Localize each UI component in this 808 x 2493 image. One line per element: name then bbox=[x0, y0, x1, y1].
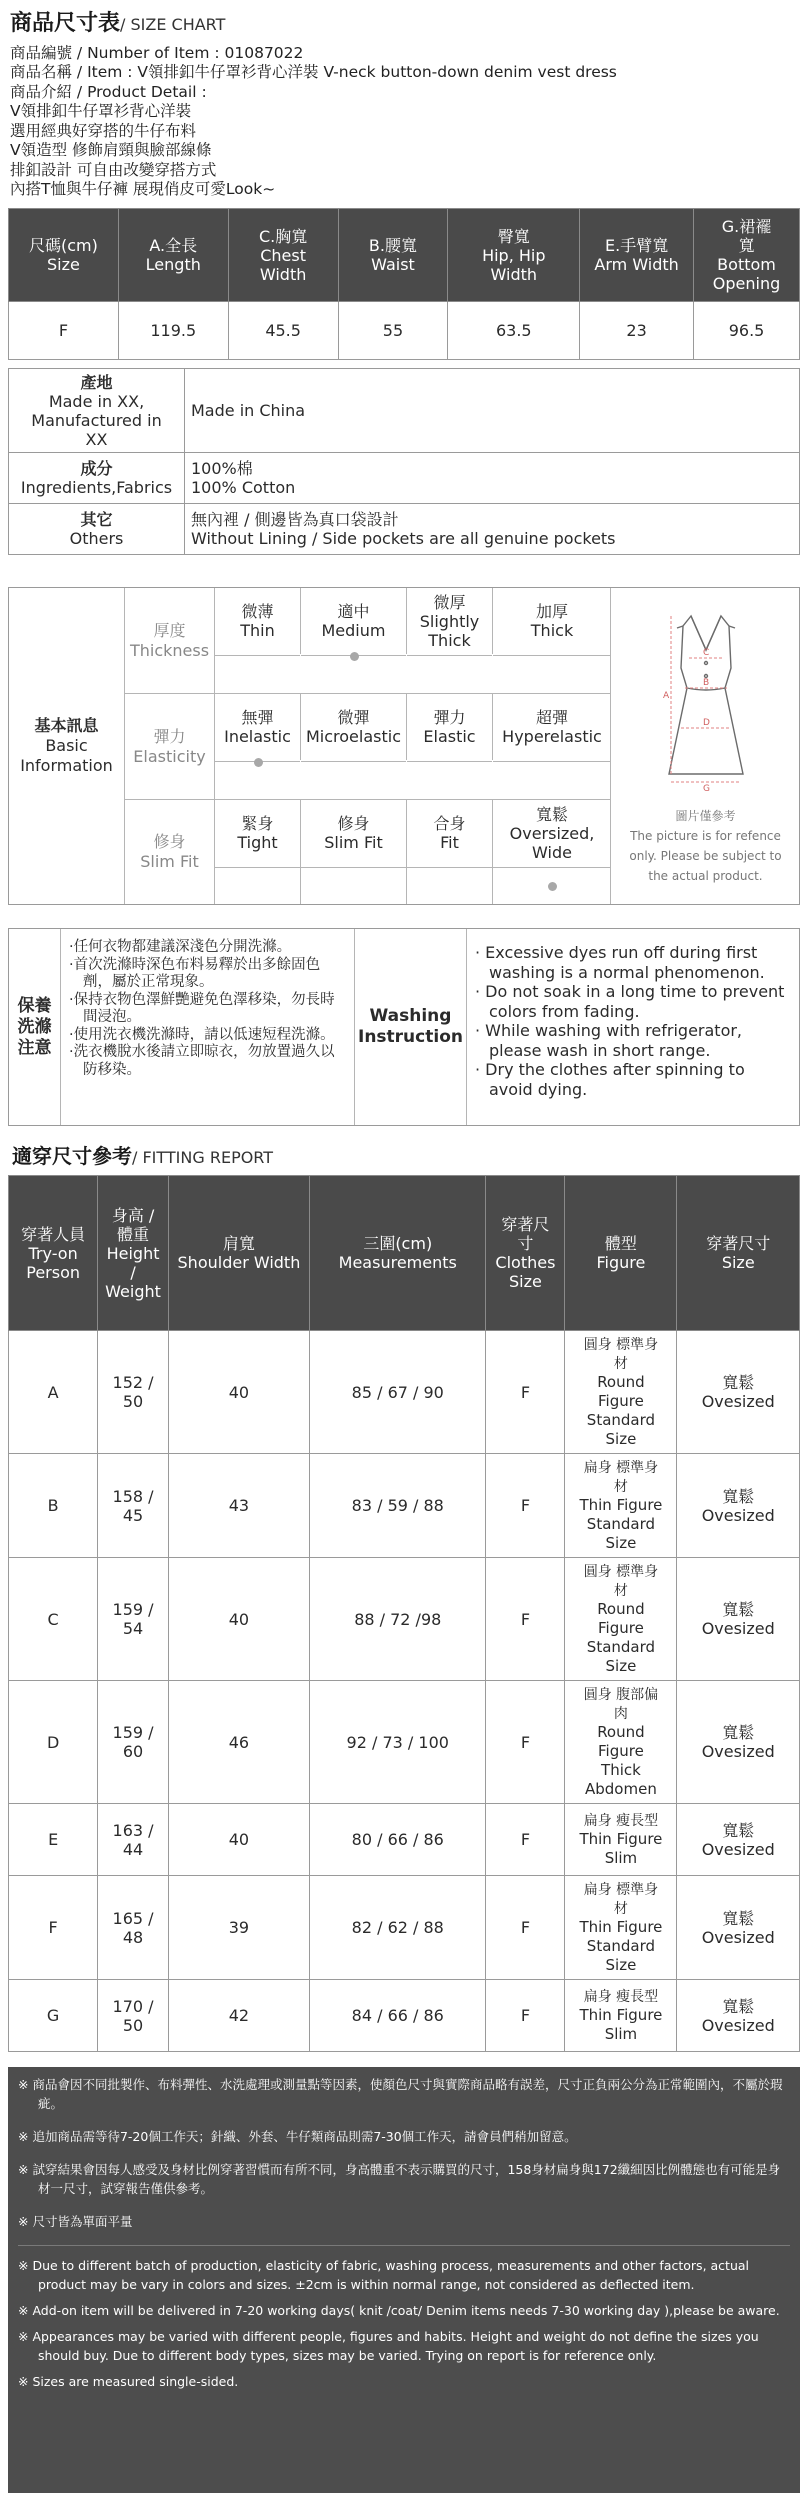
measurements-cell: 88 / 72 /98 bbox=[310, 1558, 486, 1681]
person-cell: B bbox=[9, 1454, 98, 1558]
diagram-letter-g: G bbox=[703, 784, 710, 794]
fit-option-oversized: 寬鬆 Oversized, Wide bbox=[493, 800, 611, 904]
size-header-waist: B.腰寬 Waist bbox=[338, 209, 448, 302]
thickness-option-thin: 微薄 Thin bbox=[215, 588, 301, 654]
table-row bbox=[9, 1331, 800, 1454]
info-line: 商品編號 / Number of Item : 01087022 bbox=[10, 43, 304, 62]
fit-cell: 寬鬆 Ovesized bbox=[677, 1876, 800, 1980]
figure-cell: 扁身 瘦長型 Thin Figure Slim bbox=[565, 1980, 677, 2052]
clothes-size-cell: F bbox=[486, 1558, 565, 1681]
size-cell: F bbox=[9, 302, 119, 360]
size-header-row bbox=[9, 209, 800, 302]
size-cell: 96.5 bbox=[694, 302, 800, 360]
washing-item: ·使用洗衣機洗滌時，請以低速短程洗滌。 bbox=[69, 1026, 335, 1043]
fit-header-measurements: 三圍(cm) Measurements bbox=[310, 1176, 486, 1331]
measurements-cell: 84 / 66 / 86 bbox=[310, 1980, 486, 2052]
measurements-cell: 83 / 59 / 88 bbox=[310, 1454, 486, 1558]
shoulder-cell: 39 bbox=[168, 1876, 309, 1980]
note-zh: ※ 商品會因不同批製作、布料彈性、水洗處理或測量點等因素，使顏色尺寸與實際商品略有誤差，尺寸正負兩公分為正常範圍內，不屬於瑕疵。 bbox=[18, 2077, 783, 2111]
height-weight-cell: 163 / 44 bbox=[98, 1804, 169, 1876]
info-line: 內搭T恤與牛仔褲 展現俏皮可愛Look~ bbox=[10, 180, 276, 198]
height-weight-cell: 158 / 45 bbox=[98, 1454, 169, 1558]
fit-option-tight: 緊身 Tight bbox=[215, 800, 301, 904]
shoulder-cell: 46 bbox=[168, 1681, 309, 1804]
dress-diagram bbox=[610, 588, 799, 904]
ingredients-row bbox=[9, 453, 800, 504]
figure-cell: 圓身 腹部偏 肉 Round Figure Thick Abdomen bbox=[565, 1681, 677, 1804]
shoulder-cell: 40 bbox=[168, 1331, 309, 1454]
washing-label-zh: 保養 洗滌 注意 bbox=[9, 929, 61, 1125]
others-row bbox=[9, 504, 800, 555]
info-line: 選用經典好穿搭的牛仔布料 bbox=[10, 121, 197, 140]
shoulder-cell: 40 bbox=[168, 1558, 309, 1681]
measurements-cell: 80 / 66 / 86 bbox=[310, 1804, 486, 1876]
clothes-size-cell: F bbox=[486, 1681, 565, 1804]
diagram-letter-b: B bbox=[703, 678, 710, 688]
others-value: 無內裡 / 側邊皆為真口袋設計 Without Lining / Side pockets are all genuine pockets bbox=[185, 504, 800, 555]
note-zh: ※ 尺寸皆為單面平量 bbox=[18, 2214, 133, 2229]
thickness-label: 厚度 Thickness bbox=[125, 588, 215, 693]
ingredients-label: 成分 Ingredients,Fabrics bbox=[9, 453, 185, 504]
person-cell: C bbox=[9, 1558, 98, 1681]
size-cell: 55 bbox=[338, 302, 448, 360]
info-line: 商品介紹 / Product Detail : bbox=[10, 82, 207, 101]
shoulder-cell: 40 bbox=[168, 1804, 309, 1876]
fit-header-person: 穿著人員 Try-on Person bbox=[9, 1176, 98, 1331]
fitting-header-row bbox=[9, 1176, 800, 1331]
thickness-row bbox=[125, 588, 611, 694]
fit-cell: 寬鬆 Ovesized bbox=[677, 1454, 800, 1558]
washing-item: · While washing with refrigerator, please wash in short range. bbox=[475, 1021, 743, 1060]
size-header-size: 尺碼(cm) Size bbox=[9, 209, 119, 302]
fit-option-slim-fit: 修身 Slim Fit bbox=[301, 800, 407, 904]
thickness-option-slightly-thick: 微厚 Slightly Thick bbox=[407, 588, 493, 654]
title-zh: 商品尺寸表 bbox=[10, 11, 121, 36]
dress-diagram-svg bbox=[611, 588, 800, 804]
washing-item: · Dry the clothes after spinning to avoid dying. bbox=[475, 1060, 745, 1099]
header bbox=[0, 0, 808, 200]
elasticity-option-hyperelastic: 超彈 Hyperelastic bbox=[493, 694, 611, 760]
washing-instruction bbox=[8, 928, 800, 1126]
size-cell: 23 bbox=[580, 302, 694, 360]
fit-cell: 寬鬆 Ovesized bbox=[677, 1804, 800, 1876]
elasticity-option-microelastic: 微彈 Microelastic bbox=[301, 694, 407, 760]
height-weight-cell: 152 / 50 bbox=[98, 1331, 169, 1454]
person-cell: G bbox=[9, 1980, 98, 2052]
basic-information bbox=[8, 587, 800, 905]
measurements-cell: 82 / 62 / 88 bbox=[310, 1876, 486, 1980]
washing-list-zh bbox=[61, 929, 355, 1125]
clothes-size-cell: F bbox=[486, 1876, 565, 1980]
fitting-table bbox=[8, 1175, 800, 2052]
size-header-hip: 臀寬 Hip, Hip Width bbox=[448, 209, 580, 302]
note-en: ※ Due to different batch of production, elasticity of fabric, washing process, measurements and other factors, actual product may be vary in colors and sizes. ±2cm is within normal range, not considered as deflected item. bbox=[18, 2258, 749, 2292]
figure-cell: 扁身 瘦長型 Thin Figure Slim bbox=[565, 1804, 677, 1876]
table-row bbox=[9, 1454, 800, 1558]
info-line: 商品名稱 / Item : V領排釦牛仔罩衫背心洋裝 V-neck button-down denim vest dress bbox=[10, 63, 617, 81]
person-cell: E bbox=[9, 1804, 98, 1876]
product-info bbox=[10, 44, 798, 200]
washing-label-en: Washing Instruction bbox=[355, 929, 467, 1125]
origin-label: 產地 Made in XX, Manufactured in XX bbox=[9, 369, 185, 453]
figure-cell: 扁身 標準身 材 Thin Figure Standard Size bbox=[565, 1454, 677, 1558]
others-label: 其它 Others bbox=[9, 504, 185, 555]
selected-dot bbox=[548, 882, 557, 891]
person-cell: D bbox=[9, 1681, 98, 1804]
fit-header-shoulder: 肩寬 Shoulder Width bbox=[168, 1176, 309, 1331]
slim-fit-label: 修身 Slim Fit bbox=[125, 800, 215, 904]
clothes-size-cell: F bbox=[486, 1331, 565, 1454]
size-row-f bbox=[9, 302, 800, 360]
fit-cell: 寬鬆 Ovesized bbox=[677, 1980, 800, 2052]
ingredients-value: 100%棉 100% Cotton bbox=[185, 453, 800, 504]
washing-item: · Excessive dyes run off during first washing is a normal phenomenon. bbox=[475, 943, 765, 982]
origin-row bbox=[9, 369, 800, 453]
notes-divider bbox=[18, 2245, 790, 2246]
elasticity-option-inelastic: 無彈 Inelastic bbox=[215, 694, 301, 760]
info-line: 排釦設計 可自由改變穿搭方式 bbox=[10, 160, 217, 179]
table-row bbox=[9, 1980, 800, 2052]
person-cell: A bbox=[9, 1331, 98, 1454]
washing-item: ·保持衣物色澤鮮艷避免色澤移染，勿長時間浸泡。 bbox=[69, 991, 335, 1025]
page-title bbox=[10, 10, 798, 38]
title-en: / SIZE CHART bbox=[120, 15, 226, 34]
note-zh: ※ 追加商品需等待7-20個工作天；針織、外套、牛仔類商品則需7-30個工作天，請會員們稍加留意。 bbox=[18, 2129, 577, 2144]
clothes-size-cell: F bbox=[486, 1454, 565, 1558]
washing-item: ·首次洗滌時深色布料易釋於出多餘固色劑，屬於正常現象。 bbox=[69, 956, 321, 990]
elasticity-label: 彈力 Elasticity bbox=[125, 694, 215, 799]
slim-fit-row bbox=[125, 800, 611, 904]
fit-header-height-weight: 身高 / 體重 Height / Weight bbox=[98, 1176, 169, 1331]
washing-item: ·洗衣機脫水後請立即晾衣，勿放置過久以防移染。 bbox=[69, 1044, 335, 1078]
size-header-bottom: G.裙襬 寬 Bottom Opening bbox=[694, 209, 800, 302]
diagram-letter-c: C bbox=[703, 648, 710, 658]
note-en: ※ Sizes are measured single-sided. bbox=[18, 2374, 239, 2389]
size-cell: 119.5 bbox=[118, 302, 228, 360]
figure-cell: 圓身 標準身 材 Round Figure Standard Size bbox=[565, 1331, 677, 1454]
info-line: V領造型 修飾肩頸與臉部線條 bbox=[10, 141, 212, 159]
diagram-letter-a: A bbox=[663, 691, 670, 701]
size-cell: 45.5 bbox=[228, 302, 338, 360]
size-header-chest: C.胸寬 Chest Width bbox=[228, 209, 338, 302]
diagram-letter-d: D bbox=[703, 718, 710, 728]
diagram-caption: 圖片僅參考 The picture is for refence only. Please be subject to the actual product. bbox=[629, 809, 782, 883]
note-en: ※ Appearances may be varied with different people, figures and habits. Height and weight do not define the sizes you should buy. Due to different body types, sizes may be varied. Trying on report is for reference only. bbox=[18, 2329, 759, 2363]
table-row bbox=[9, 1804, 800, 1876]
attribute-grid bbox=[124, 588, 610, 904]
washing-item: ·任何衣物都建議深淺色分開洗滌。 bbox=[69, 939, 292, 955]
person-cell: F bbox=[9, 1876, 98, 1980]
fit-cell: 寬鬆 Ovesized bbox=[677, 1681, 800, 1804]
clothes-size-cell: F bbox=[486, 1804, 565, 1876]
washing-list-en bbox=[467, 929, 799, 1125]
shoulder-cell: 43 bbox=[168, 1454, 309, 1558]
origin-value: Made in China bbox=[185, 369, 800, 453]
table-row bbox=[9, 1558, 800, 1681]
note-en: ※ Add-on item will be delivered in 7-20 working days( knit /coat/ Denim items needs 7-30 working day ),please be aware. bbox=[18, 2303, 780, 2318]
elasticity-option-elastic: 彈力 Elastic bbox=[407, 694, 493, 760]
elasticity-row bbox=[125, 694, 611, 800]
clothes-size-cell: F bbox=[486, 1980, 565, 2052]
notes-panel bbox=[8, 2067, 800, 2493]
washing-item: · Do not soak in a long time to prevent colors from fading. bbox=[475, 982, 785, 1021]
fit-header-size: 穿著尺寸 Size bbox=[677, 1176, 800, 1331]
selected-dot bbox=[254, 758, 263, 767]
size-cell: 63.5 bbox=[448, 302, 580, 360]
fit-cell: 寬鬆 Ovesized bbox=[677, 1558, 800, 1681]
height-weight-cell: 159 / 54 bbox=[98, 1558, 169, 1681]
fit-cell: 寬鬆 Ovesized bbox=[677, 1331, 800, 1454]
figure-cell: 圓身 標準身 材 Round Figure Standard Size bbox=[565, 1558, 677, 1681]
fitting-title: 適穿尺寸參考/ FITTING REPORT bbox=[12, 1144, 274, 1168]
figure-cell: 扁身 標準身 材 Thin Figure Standard Size bbox=[565, 1876, 677, 1980]
fit-header-clothes-size: 穿著尺 寸 Clothes Size bbox=[486, 1176, 565, 1331]
size-header-arm: E.手臂寬 Arm Width bbox=[580, 209, 694, 302]
thickness-option-thick: 加厚 Thick bbox=[493, 588, 611, 654]
size-table bbox=[8, 208, 800, 555]
fit-option-fit: 合身 Fit bbox=[407, 800, 493, 904]
info-line: V領排釦牛仔罩衫背心洋裝 bbox=[10, 102, 192, 120]
height-weight-cell: 170 / 50 bbox=[98, 1980, 169, 2052]
table-row bbox=[9, 1681, 800, 1804]
height-weight-cell: 159 / 60 bbox=[98, 1681, 169, 1804]
size-header-length: A.全長 Length bbox=[118, 209, 228, 302]
shoulder-cell: 42 bbox=[168, 1980, 309, 2052]
selected-dot bbox=[350, 652, 359, 661]
measurements-cell: 92 / 73 / 100 bbox=[310, 1681, 486, 1804]
thickness-option-medium: 適中 Medium bbox=[301, 588, 407, 654]
height-weight-cell: 165 / 48 bbox=[98, 1876, 169, 1980]
table-row bbox=[9, 1876, 800, 1980]
fit-header-figure: 體型 Figure bbox=[565, 1176, 677, 1331]
note-zh: ※ 試穿結果會因每人感受及身材比例穿著習慣而有所不同，身高體重不表示購買的尺寸，158身材扁身與172纖細因比例體態也有可能是身材一尺寸，試穿報告僅供參考。 bbox=[18, 2162, 781, 2196]
basic-info-label: 基本訊息 Basic Information bbox=[20, 716, 113, 775]
measurements-cell: 85 / 67 / 90 bbox=[310, 1331, 486, 1454]
